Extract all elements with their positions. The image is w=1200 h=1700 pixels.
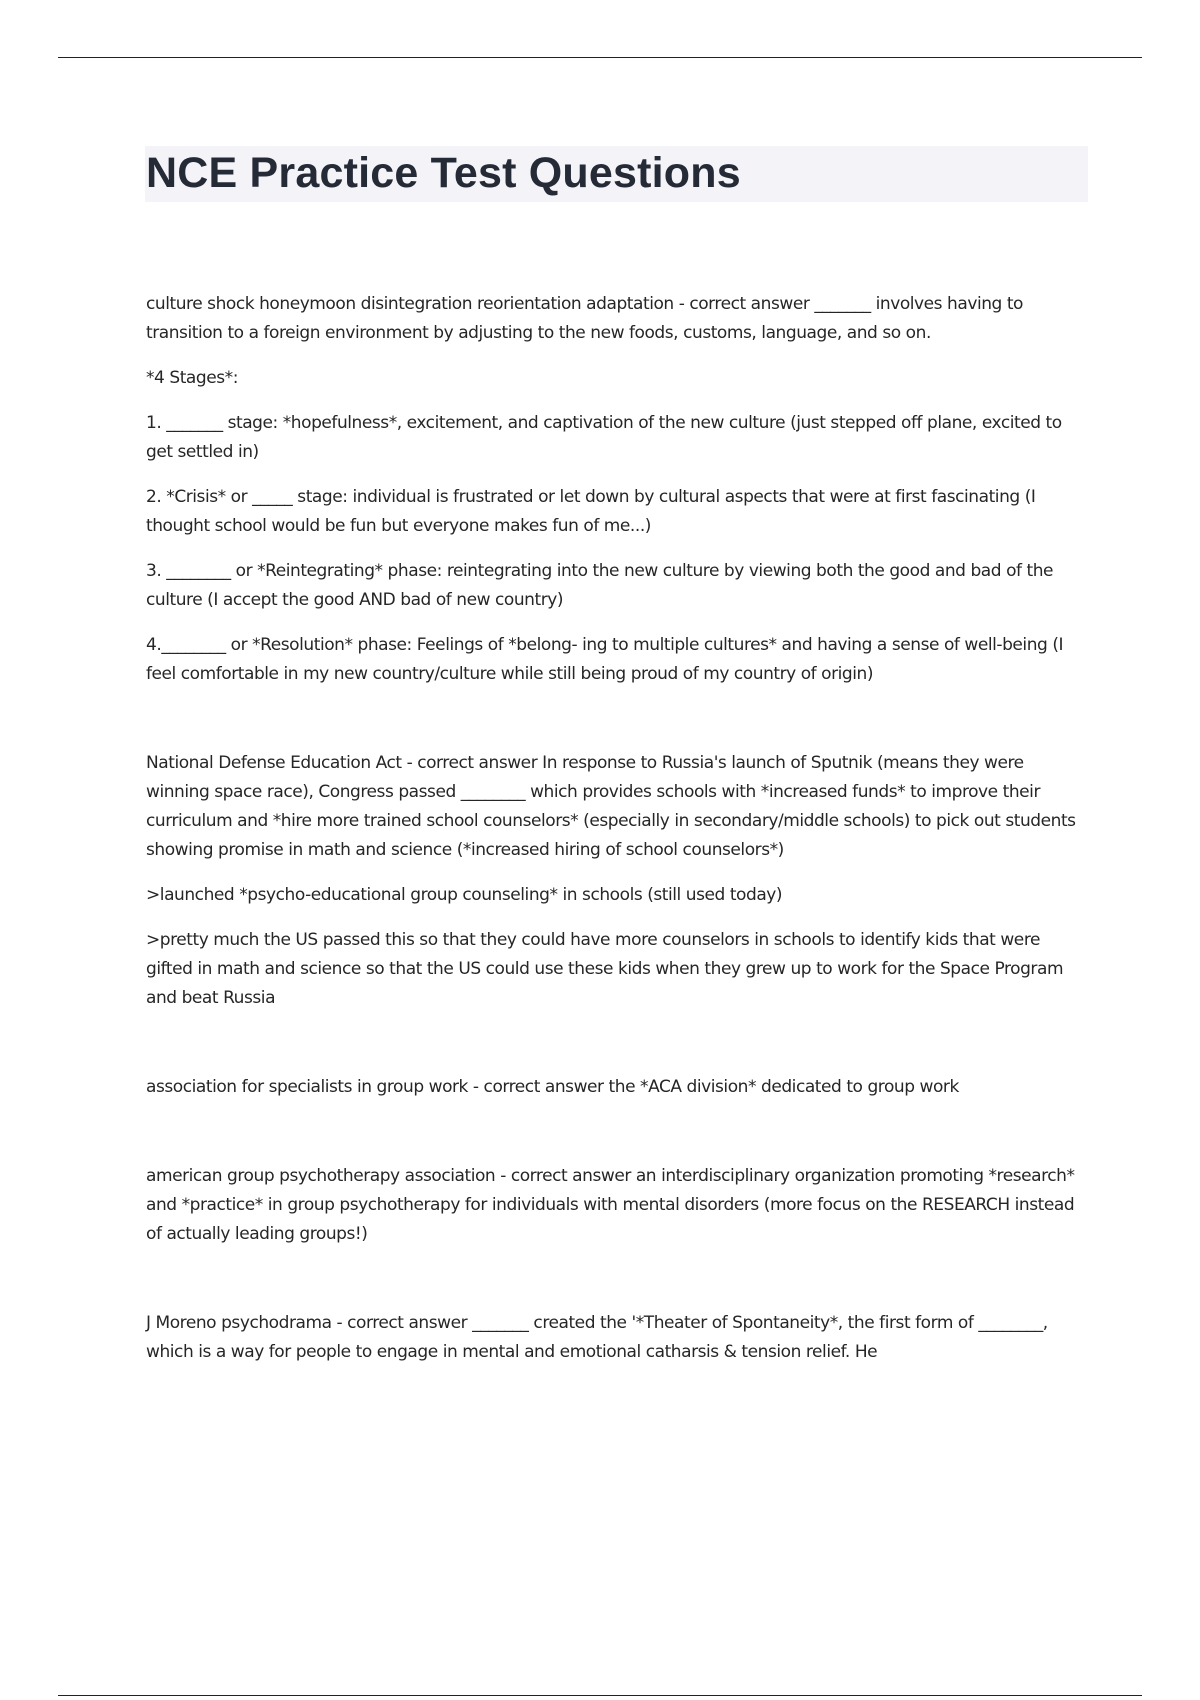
top-rule [58, 57, 1142, 58]
entry-note: >pretty much the US passed this so that they could have more counselors in schools to identify kids that were gifted in math and science so that the US could use these kids when they grew up to work for the Space Program and beat Russia [146, 930, 1064, 1008]
entry-text: association for specialists in group work - correct answer the *ACA division* dedicated to group work [146, 1077, 959, 1097]
entry-text: american group psychotherapy association - correct answer an interdisciplinary organization promoting *research* and *practice* in group psychotherapy for individuals with mental disorders (more focus on the RESEARCH instead of actually leading groups!) [146, 1166, 1075, 1244]
entry-asgw [146, 1073, 1086, 1102]
stage-item: 3. ________ or *Reintegrating* phase: reintegrating into the new culture by viewing both the good and bad of the culture (I accept the good AND bad of new country) [146, 561, 1054, 610]
entry-moreno [146, 1309, 1086, 1367]
entry-ndea [146, 749, 1086, 1013]
entry-note: >launched *psycho-educational group counseling* in schools (still used today) [146, 885, 783, 905]
document-body [146, 290, 1086, 1367]
bottom-rule [58, 1695, 1142, 1696]
stage-item: 1. _______ stage: *hopefulness*, excitement, and captivation of the new culture (just stepped off plane, excited to get settled in) [146, 413, 1062, 462]
page-title: NCE Practice Test Questions [146, 149, 741, 197]
entry-culture-shock [146, 290, 1086, 689]
entry-text: National Defense Education Act - correct answer In response to Russia's launch of Sputnik (means they were winning space race), Congress passed ________ which provides schools with *increased funds* to improve their curriculum and *hire more trained school counselors* (especially in secondary/middle schools) to pick out students showing promise in math and science (*increased hiring of school counselors*) [146, 753, 1076, 860]
entry-text: J Moreno psychodrama - correct answer _______ created the '*Theater of Spontaneity*, the first form of ________, which is a way for people to engage in mental and emotional catharsis & tension relief. He [146, 1313, 1048, 1362]
stage-item: 4.________ or *Resolution* phase: Feelings of *belong- ing to multiple cultures* and having a sense of well-being (I feel comfortable in my new country/culture while still being proud of my country of origin) [146, 635, 1064, 684]
entry-text: culture shock honeymoon disintegration reorientation adaptation - correct answer _______ involves having to transition to a foreign environment by adjusting to the new foods, customs, language, and so on. [146, 294, 1023, 343]
stages-heading: *4 Stages*: [146, 368, 238, 388]
stage-item: 2. *Crisis* or _____ stage: individual is frustrated or let down by cultural aspects that were at first fascinating (I thought school would be fun but everyone makes fun of me...) [146, 487, 1036, 536]
entry-agpa [146, 1162, 1086, 1249]
